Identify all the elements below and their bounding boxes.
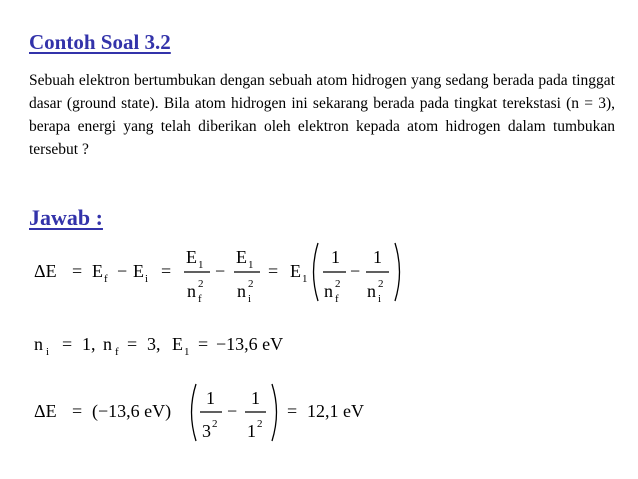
equals-sign: = [72,261,83,281]
subscript-i: i [248,293,252,305]
superscript-2: 2 [248,278,254,290]
e1-numerator: E [236,247,247,267]
left-paren [192,384,197,441]
answer-heading: Jawab : [29,205,103,230]
delta-e-label: ΔE [34,261,57,281]
subscript-i: i [378,293,382,305]
one-numerator: 1 [373,247,382,267]
ni-value: 1, [82,334,96,354]
n-denominator: n [187,281,196,301]
subscript-f: f [104,273,108,285]
superscript-2: 2 [212,418,218,430]
equals-sign: = [198,334,209,354]
subscript-1: 1 [184,346,190,358]
equals-sign: = [161,261,172,281]
e1-value: −13,6 eV [216,334,284,354]
equals-sign: = [62,334,73,354]
equals-sign: = [127,334,138,354]
n-denominator: n [237,281,246,301]
superscript-2: 2 [257,418,263,430]
superscript-2: 2 [335,278,341,290]
n-denominator: n [367,281,376,301]
n-symbol: n [34,334,43,354]
n-denominator: n [324,281,333,301]
one-denominator: 1 [247,421,256,441]
minus-sign: − [215,261,226,281]
e1-factor: E [290,261,301,281]
right-paren [272,384,277,441]
equals-sign: = [72,401,83,421]
equals-sign: = [268,261,279,281]
superscript-2: 2 [378,278,384,290]
subscript-f: f [115,346,119,358]
subscript-1: 1 [302,273,308,285]
subscript-1: 1 [248,259,254,271]
e-final: E [92,261,103,281]
right-paren [395,243,400,301]
n-symbol: n [103,334,112,354]
minus-sign: − [227,401,238,421]
subscript-1: 1 [198,259,204,271]
e1-numerator: E [186,247,197,267]
e-initial: E [133,261,144,281]
minus-sign: − [350,261,361,281]
minus-sign: − [117,261,128,281]
e-symbol: E [172,334,183,354]
equals-sign: = [287,401,298,421]
one-numerator: 1 [251,388,260,408]
subscript-f: f [335,293,339,305]
one-numerator: 1 [206,388,215,408]
subscript-f: f [198,293,202,305]
left-paren [314,243,319,301]
result-value: 12,1 eV [307,401,364,421]
page-title: Contoh Soal 3.2 [29,30,171,54]
superscript-2: 2 [198,278,204,290]
energy-factor: (−13,6 eV) [92,401,172,421]
delta-e-label: ΔE [34,401,57,421]
one-numerator: 1 [331,247,340,267]
subscript-i: i [145,273,149,285]
three-denominator: 3 [202,421,211,441]
nf-value: 3, [147,334,161,354]
subscript-i: i [46,346,50,358]
problem-text: Sebuah elektron bertumbukan dengan sebuah atom hidrogen yang sedang berada pada tinggat dasar (ground state). Bila atom hidrogen ini sekarang berada pada tingkat terekstasi (n = 3), berapa energi yang telah diberikan oleh elektron kepada atom hidrogen dalam tumbukan tersebut ? [29,72,615,158]
